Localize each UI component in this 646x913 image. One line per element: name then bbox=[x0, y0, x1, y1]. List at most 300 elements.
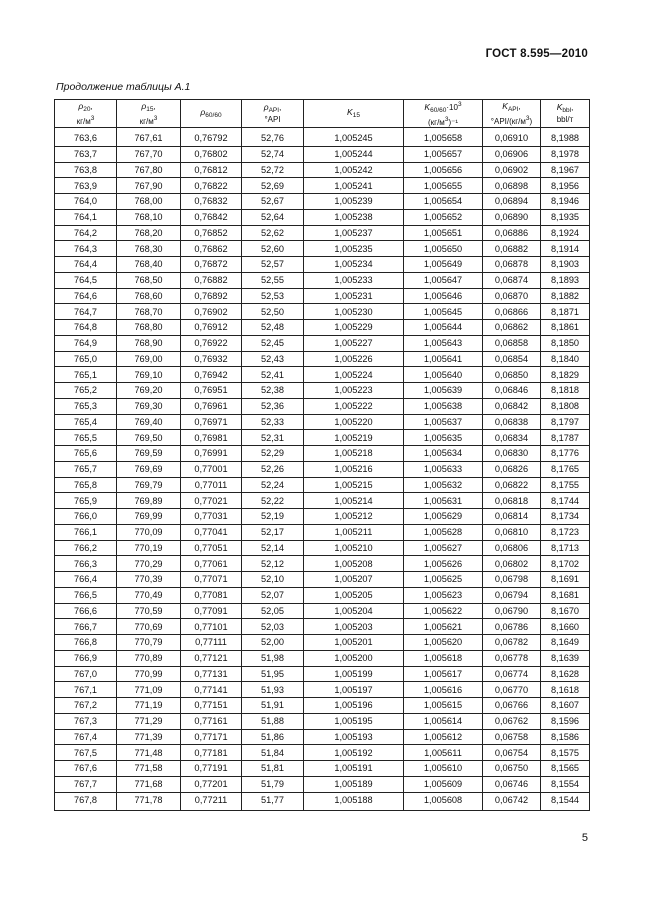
k15-cell: 1,005192 bbox=[304, 745, 404, 761]
table-row bbox=[55, 335, 590, 351]
rho-api-cell: 52,62 bbox=[242, 225, 304, 241]
rho-api-cell: 52,50 bbox=[242, 304, 304, 320]
k15-cell: 1,005211 bbox=[304, 524, 404, 540]
k15-cell: 1,005226 bbox=[304, 351, 404, 367]
k-bbl-cell: 8,1586 bbox=[541, 729, 590, 745]
rho20-cell: 764,4 bbox=[55, 257, 117, 273]
page-number: 5 bbox=[581, 832, 588, 844]
rho6060-cell: 0,76991 bbox=[181, 446, 242, 462]
rho6060-cell: 0,77081 bbox=[181, 587, 242, 603]
k6060-cell: 1,005646 bbox=[404, 288, 483, 304]
k15-cell: 1,005230 bbox=[304, 304, 404, 320]
rho-api-cell: 52,69 bbox=[242, 178, 304, 194]
rho-api-cell: 52,19 bbox=[242, 509, 304, 525]
rho-api-cell: 51,93 bbox=[242, 682, 304, 698]
k15-cell: 1,005207 bbox=[304, 572, 404, 588]
k6060-cell: 1,005640 bbox=[404, 367, 483, 383]
rho20-cell: 764,8 bbox=[55, 320, 117, 336]
rho6060-cell: 0,76892 bbox=[181, 288, 242, 304]
k6060-cell: 1,005611 bbox=[404, 745, 483, 761]
k15-cell: 1,005233 bbox=[304, 272, 404, 288]
rho15-cell: 770,49 bbox=[117, 587, 181, 603]
table-row bbox=[55, 729, 590, 745]
rho6060-cell: 0,76802 bbox=[181, 146, 242, 162]
table-row bbox=[55, 682, 590, 698]
rho6060-cell: 0,77171 bbox=[181, 729, 242, 745]
col-header-k-api: $K_{API}$, $^\circ API/(кг/м^3)$ bbox=[483, 100, 541, 128]
k15-cell: 1,005220 bbox=[304, 414, 404, 430]
k15-cell: 1,005238 bbox=[304, 209, 404, 225]
rho20-cell: 765,5 bbox=[55, 430, 117, 446]
k-api-cell: 0,06746 bbox=[483, 776, 541, 792]
k6060-cell: 1,005621 bbox=[404, 619, 483, 635]
rho20-cell: 767,1 bbox=[55, 682, 117, 698]
rho6060-cell: 0,76961 bbox=[181, 398, 242, 414]
k-bbl-cell: 8,1691 bbox=[541, 572, 590, 588]
k6060-cell: 1,005610 bbox=[404, 761, 483, 777]
rho15-cell: 770,59 bbox=[117, 603, 181, 619]
k15-cell: 1,005231 bbox=[304, 288, 404, 304]
k6060-cell: 1,005625 bbox=[404, 572, 483, 588]
rho15-cell: 768,50 bbox=[117, 272, 181, 288]
k-bbl-cell: 8,1681 bbox=[541, 587, 590, 603]
k-bbl-cell: 8,1850 bbox=[541, 335, 590, 351]
rho6060-cell: 0,76852 bbox=[181, 225, 242, 241]
rho6060-cell: 0,77101 bbox=[181, 619, 242, 635]
k15-cell: 1,005224 bbox=[304, 367, 404, 383]
rho20-cell: 766,8 bbox=[55, 635, 117, 651]
k15-cell: 1,005223 bbox=[304, 383, 404, 399]
rho15-cell: 769,69 bbox=[117, 461, 181, 477]
k6060-cell: 1,005617 bbox=[404, 666, 483, 682]
col-header-rho15: $\rho_{15}$, $кг/м^3$ bbox=[117, 100, 181, 128]
k6060-cell: 1,005643 bbox=[404, 335, 483, 351]
k15-cell: 1,005239 bbox=[304, 194, 404, 210]
rho15-cell: 769,20 bbox=[117, 383, 181, 399]
rho20-cell: 766,1 bbox=[55, 524, 117, 540]
k-bbl-cell: 8,1607 bbox=[541, 698, 590, 714]
table-row bbox=[55, 178, 590, 194]
k-bbl-cell: 8,1787 bbox=[541, 430, 590, 446]
document-code: ГОСТ 8.595—2010 bbox=[485, 48, 588, 60]
k-bbl-cell: 8,1596 bbox=[541, 713, 590, 729]
rho-api-cell: 51,79 bbox=[242, 776, 304, 792]
rho-api-cell: 52,55 bbox=[242, 272, 304, 288]
k6060-cell: 1,005655 bbox=[404, 178, 483, 194]
k15-cell: 1,005216 bbox=[304, 461, 404, 477]
rho15-cell: 768,00 bbox=[117, 194, 181, 210]
k15-cell: 1,005218 bbox=[304, 446, 404, 462]
rho15-cell: 771,58 bbox=[117, 761, 181, 777]
col-header-rho20: $\rho_{20}$, $кг/м^3$ bbox=[55, 100, 117, 128]
k6060-cell: 1,005638 bbox=[404, 398, 483, 414]
k-bbl-cell: 8,1554 bbox=[541, 776, 590, 792]
k6060-cell: 1,005658 bbox=[404, 128, 483, 147]
rho6060-cell: 0,77121 bbox=[181, 650, 242, 666]
rho15-cell: 768,20 bbox=[117, 225, 181, 241]
rho15-cell: 769,00 bbox=[117, 351, 181, 367]
k-api-cell: 0,06910 bbox=[483, 128, 541, 147]
rho15-cell: 770,19 bbox=[117, 540, 181, 556]
k-api-cell: 0,06794 bbox=[483, 587, 541, 603]
rho15-cell: 768,60 bbox=[117, 288, 181, 304]
rho15-cell: 768,40 bbox=[117, 257, 181, 273]
rho15-cell: 770,29 bbox=[117, 556, 181, 572]
rho6060-cell: 0,76832 bbox=[181, 194, 242, 210]
rho-api-cell: 52,53 bbox=[242, 288, 304, 304]
k15-cell: 1,005219 bbox=[304, 430, 404, 446]
rho15-cell: 769,10 bbox=[117, 367, 181, 383]
k-api-cell: 0,06814 bbox=[483, 509, 541, 525]
k-api-cell: 0,06782 bbox=[483, 635, 541, 651]
k-bbl-cell: 8,1946 bbox=[541, 194, 590, 210]
rho6060-cell: 0,77201 bbox=[181, 776, 242, 792]
rho20-cell: 765,4 bbox=[55, 414, 117, 430]
rho6060-cell: 0,76822 bbox=[181, 178, 242, 194]
k-bbl-cell: 8,1660 bbox=[541, 619, 590, 635]
rho15-cell: 767,70 bbox=[117, 146, 181, 162]
rho-api-cell: 51,95 bbox=[242, 666, 304, 682]
table-row bbox=[55, 194, 590, 210]
k-bbl-cell: 8,1575 bbox=[541, 745, 590, 761]
table-row bbox=[55, 272, 590, 288]
k15-cell: 1,005191 bbox=[304, 761, 404, 777]
k-api-cell: 0,06742 bbox=[483, 792, 541, 811]
k15-cell: 1,005201 bbox=[304, 635, 404, 651]
k-api-cell: 0,06878 bbox=[483, 257, 541, 273]
rho6060-cell: 0,76872 bbox=[181, 257, 242, 273]
table-row bbox=[55, 320, 590, 336]
k-api-cell: 0,06834 bbox=[483, 430, 541, 446]
k6060-cell: 1,005615 bbox=[404, 698, 483, 714]
rho6060-cell: 0,76912 bbox=[181, 320, 242, 336]
rho-api-cell: 52,36 bbox=[242, 398, 304, 414]
rho15-cell: 769,50 bbox=[117, 430, 181, 446]
k-api-cell: 0,06778 bbox=[483, 650, 541, 666]
table-row bbox=[55, 146, 590, 162]
rho6060-cell: 0,77131 bbox=[181, 666, 242, 682]
rho6060-cell: 0,77211 bbox=[181, 792, 242, 811]
rho15-cell: 771,48 bbox=[117, 745, 181, 761]
table-row bbox=[55, 666, 590, 682]
k15-cell: 1,005244 bbox=[304, 146, 404, 162]
k6060-cell: 1,005656 bbox=[404, 162, 483, 178]
k15-cell: 1,005204 bbox=[304, 603, 404, 619]
k15-cell: 1,005205 bbox=[304, 587, 404, 603]
k-bbl-cell: 8,1744 bbox=[541, 493, 590, 509]
rho6060-cell: 0,77011 bbox=[181, 477, 242, 493]
k-bbl-cell: 8,1914 bbox=[541, 241, 590, 257]
k-bbl-cell: 8,1649 bbox=[541, 635, 590, 651]
k6060-cell: 1,005657 bbox=[404, 146, 483, 162]
k-api-cell: 0,06898 bbox=[483, 178, 541, 194]
k-api-cell: 0,06842 bbox=[483, 398, 541, 414]
rho20-cell: 765,0 bbox=[55, 351, 117, 367]
rho15-cell: 767,61 bbox=[117, 128, 181, 147]
rho20-cell: 767,4 bbox=[55, 729, 117, 745]
k-api-cell: 0,06762 bbox=[483, 713, 541, 729]
rho6060-cell: 0,77161 bbox=[181, 713, 242, 729]
rho6060-cell: 0,76862 bbox=[181, 241, 242, 257]
rho15-cell: 771,29 bbox=[117, 713, 181, 729]
rho20-cell: 765,1 bbox=[55, 367, 117, 383]
k-api-cell: 0,06866 bbox=[483, 304, 541, 320]
k-api-cell: 0,06886 bbox=[483, 225, 541, 241]
table-row bbox=[55, 493, 590, 509]
k15-cell: 1,005214 bbox=[304, 493, 404, 509]
rho20-cell: 764,0 bbox=[55, 194, 117, 210]
k-api-cell: 0,06890 bbox=[483, 209, 541, 225]
k6060-cell: 1,005641 bbox=[404, 351, 483, 367]
rho15-cell: 770,89 bbox=[117, 650, 181, 666]
rho15-cell: 769,30 bbox=[117, 398, 181, 414]
rho6060-cell: 0,77151 bbox=[181, 698, 242, 714]
table-row bbox=[55, 225, 590, 241]
rho20-cell: 766,7 bbox=[55, 619, 117, 635]
table-row bbox=[55, 761, 590, 777]
k-bbl-cell: 8,1670 bbox=[541, 603, 590, 619]
table-row bbox=[55, 745, 590, 761]
rho-api-cell: 52,76 bbox=[242, 128, 304, 147]
table-row bbox=[55, 477, 590, 493]
k-api-cell: 0,06798 bbox=[483, 572, 541, 588]
rho20-cell: 763,8 bbox=[55, 162, 117, 178]
rho15-cell: 769,89 bbox=[117, 493, 181, 509]
rho-api-cell: 52,72 bbox=[242, 162, 304, 178]
k-api-cell: 0,06854 bbox=[483, 351, 541, 367]
k6060-cell: 1,005637 bbox=[404, 414, 483, 430]
rho15-cell: 771,19 bbox=[117, 698, 181, 714]
rho6060-cell: 0,77051 bbox=[181, 540, 242, 556]
rho20-cell: 766,6 bbox=[55, 603, 117, 619]
table-row bbox=[55, 619, 590, 635]
table-row bbox=[55, 367, 590, 383]
rho6060-cell: 0,77071 bbox=[181, 572, 242, 588]
rho-api-cell: 52,64 bbox=[242, 209, 304, 225]
table-row bbox=[55, 540, 590, 556]
k-api-cell: 0,06802 bbox=[483, 556, 541, 572]
k15-cell: 1,005203 bbox=[304, 619, 404, 635]
k6060-cell: 1,005626 bbox=[404, 556, 483, 572]
k-api-cell: 0,06830 bbox=[483, 446, 541, 462]
rho20-cell: 764,1 bbox=[55, 209, 117, 225]
rho20-cell: 767,0 bbox=[55, 666, 117, 682]
rho6060-cell: 0,76981 bbox=[181, 430, 242, 446]
rho20-cell: 766,9 bbox=[55, 650, 117, 666]
k6060-cell: 1,005633 bbox=[404, 461, 483, 477]
k-bbl-cell: 8,1956 bbox=[541, 178, 590, 194]
k15-cell: 1,005241 bbox=[304, 178, 404, 194]
k-bbl-cell: 8,1829 bbox=[541, 367, 590, 383]
k15-cell: 1,005227 bbox=[304, 335, 404, 351]
k-api-cell: 0,06750 bbox=[483, 761, 541, 777]
k-bbl-cell: 8,1797 bbox=[541, 414, 590, 430]
rho20-cell: 764,2 bbox=[55, 225, 117, 241]
k-api-cell: 0,06858 bbox=[483, 335, 541, 351]
k6060-cell: 1,005654 bbox=[404, 194, 483, 210]
k-bbl-cell: 8,1840 bbox=[541, 351, 590, 367]
rho-api-cell: 51,84 bbox=[242, 745, 304, 761]
k6060-cell: 1,005614 bbox=[404, 713, 483, 729]
rho6060-cell: 0,77091 bbox=[181, 603, 242, 619]
table-row bbox=[55, 776, 590, 792]
k15-cell: 1,005229 bbox=[304, 320, 404, 336]
table-row bbox=[55, 241, 590, 257]
rho-api-cell: 52,10 bbox=[242, 572, 304, 588]
k15-cell: 1,005234 bbox=[304, 257, 404, 273]
rho20-cell: 765,2 bbox=[55, 383, 117, 399]
k15-cell: 1,005199 bbox=[304, 666, 404, 682]
k6060-cell: 1,005628 bbox=[404, 524, 483, 540]
rho20-cell: 766,0 bbox=[55, 509, 117, 525]
k6060-cell: 1,005608 bbox=[404, 792, 483, 811]
k-bbl-cell: 8,1765 bbox=[541, 461, 590, 477]
rho-api-cell: 52,60 bbox=[242, 241, 304, 257]
k6060-cell: 1,005627 bbox=[404, 540, 483, 556]
rho6060-cell: 0,76922 bbox=[181, 335, 242, 351]
k-bbl-cell: 8,1978 bbox=[541, 146, 590, 162]
table-caption: Продолжение таблицы А.1 bbox=[56, 81, 191, 93]
rho20-cell: 767,8 bbox=[55, 792, 117, 811]
rho6060-cell: 0,76902 bbox=[181, 304, 242, 320]
table-body bbox=[55, 128, 590, 811]
rho20-cell: 767,3 bbox=[55, 713, 117, 729]
rho15-cell: 770,39 bbox=[117, 572, 181, 588]
rho15-cell: 770,99 bbox=[117, 666, 181, 682]
table-row bbox=[55, 792, 590, 811]
k6060-cell: 1,005644 bbox=[404, 320, 483, 336]
k15-cell: 1,005193 bbox=[304, 729, 404, 745]
table-row bbox=[55, 713, 590, 729]
table-row bbox=[55, 461, 590, 477]
table-row bbox=[55, 572, 590, 588]
k-api-cell: 0,06902 bbox=[483, 162, 541, 178]
rho-api-cell: 52,22 bbox=[242, 493, 304, 509]
rho6060-cell: 0,76842 bbox=[181, 209, 242, 225]
rho-api-cell: 52,74 bbox=[242, 146, 304, 162]
rho-api-cell: 52,57 bbox=[242, 257, 304, 273]
table-row bbox=[55, 509, 590, 525]
rho-api-cell: 52,24 bbox=[242, 477, 304, 493]
rho6060-cell: 0,76932 bbox=[181, 351, 242, 367]
k6060-cell: 1,005647 bbox=[404, 272, 483, 288]
k15-cell: 1,005212 bbox=[304, 509, 404, 525]
rho6060-cell: 0,76942 bbox=[181, 367, 242, 383]
table-row bbox=[55, 398, 590, 414]
k15-cell: 1,005222 bbox=[304, 398, 404, 414]
rho6060-cell: 0,76812 bbox=[181, 162, 242, 178]
k-api-cell: 0,06754 bbox=[483, 745, 541, 761]
rho15-cell: 769,59 bbox=[117, 446, 181, 462]
table-row bbox=[55, 304, 590, 320]
rho-api-cell: 51,81 bbox=[242, 761, 304, 777]
rho-api-cell: 52,03 bbox=[242, 619, 304, 635]
rho6060-cell: 0,76951 bbox=[181, 383, 242, 399]
k6060-cell: 1,005652 bbox=[404, 209, 483, 225]
rho6060-cell: 0,77061 bbox=[181, 556, 242, 572]
k-api-cell: 0,06822 bbox=[483, 477, 541, 493]
k-api-cell: 0,06838 bbox=[483, 414, 541, 430]
rho6060-cell: 0,77041 bbox=[181, 524, 242, 540]
rho6060-cell: 0,77141 bbox=[181, 682, 242, 698]
rho15-cell: 768,10 bbox=[117, 209, 181, 225]
rho-api-cell: 51,77 bbox=[242, 792, 304, 811]
rho20-cell: 765,9 bbox=[55, 493, 117, 509]
k15-cell: 1,005195 bbox=[304, 713, 404, 729]
k-bbl-cell: 8,1967 bbox=[541, 162, 590, 178]
rho20-cell: 763,6 bbox=[55, 128, 117, 147]
rho-api-cell: 52,33 bbox=[242, 414, 304, 430]
k6060-cell: 1,005639 bbox=[404, 383, 483, 399]
k6060-cell: 1,005620 bbox=[404, 635, 483, 651]
k-bbl-cell: 8,1861 bbox=[541, 320, 590, 336]
rho6060-cell: 0,76971 bbox=[181, 414, 242, 430]
table-row bbox=[55, 351, 590, 367]
k-api-cell: 0,06894 bbox=[483, 194, 541, 210]
col-header-rho6060: $\rho_{60/60}$ bbox=[181, 100, 242, 128]
k-api-cell: 0,06826 bbox=[483, 461, 541, 477]
k-bbl-cell: 8,1871 bbox=[541, 304, 590, 320]
rho-api-cell: 52,67 bbox=[242, 194, 304, 210]
table-row bbox=[55, 698, 590, 714]
table-row bbox=[55, 128, 590, 147]
rho20-cell: 764,7 bbox=[55, 304, 117, 320]
rho15-cell: 770,09 bbox=[117, 524, 181, 540]
rho-api-cell: 52,07 bbox=[242, 587, 304, 603]
k-api-cell: 0,06806 bbox=[483, 540, 541, 556]
k-api-cell: 0,06846 bbox=[483, 383, 541, 399]
rho-api-cell: 52,05 bbox=[242, 603, 304, 619]
rho15-cell: 770,69 bbox=[117, 619, 181, 635]
k-api-cell: 0,06770 bbox=[483, 682, 541, 698]
k6060-cell: 1,005651 bbox=[404, 225, 483, 241]
rho6060-cell: 0,77001 bbox=[181, 461, 242, 477]
col-header-k-bbl: $K_{bbl}$, bbl/т bbox=[541, 100, 590, 128]
rho20-cell: 765,3 bbox=[55, 398, 117, 414]
col-header-k6060: $K_{60/60}\cdot 10^3$ $(кг/м^3)^{-1}$ bbox=[404, 100, 483, 128]
table-row bbox=[55, 650, 590, 666]
rho20-cell: 764,6 bbox=[55, 288, 117, 304]
k6060-cell: 1,005632 bbox=[404, 477, 483, 493]
rho6060-cell: 0,77111 bbox=[181, 635, 242, 651]
rho20-cell: 767,6 bbox=[55, 761, 117, 777]
rho-api-cell: 52,45 bbox=[242, 335, 304, 351]
col-header-k15: $K_{15}$ bbox=[304, 100, 404, 128]
k15-cell: 1,005208 bbox=[304, 556, 404, 572]
rho-api-cell: 52,26 bbox=[242, 461, 304, 477]
k-bbl-cell: 8,1544 bbox=[541, 792, 590, 811]
rho20-cell: 764,3 bbox=[55, 241, 117, 257]
table-row bbox=[55, 383, 590, 399]
k-api-cell: 0,06758 bbox=[483, 729, 541, 745]
rho20-cell: 767,5 bbox=[55, 745, 117, 761]
rho-api-cell: 52,31 bbox=[242, 430, 304, 446]
k15-cell: 1,005215 bbox=[304, 477, 404, 493]
rho-api-cell: 52,14 bbox=[242, 540, 304, 556]
rho15-cell: 769,79 bbox=[117, 477, 181, 493]
rho15-cell: 767,90 bbox=[117, 178, 181, 194]
k-bbl-cell: 8,1776 bbox=[541, 446, 590, 462]
k6060-cell: 1,005623 bbox=[404, 587, 483, 603]
k-bbl-cell: 8,1639 bbox=[541, 650, 590, 666]
rho20-cell: 767,7 bbox=[55, 776, 117, 792]
table-row bbox=[55, 430, 590, 446]
k6060-cell: 1,005622 bbox=[404, 603, 483, 619]
rho20-cell: 765,7 bbox=[55, 461, 117, 477]
k6060-cell: 1,005618 bbox=[404, 650, 483, 666]
table-row bbox=[55, 603, 590, 619]
rho15-cell: 768,30 bbox=[117, 241, 181, 257]
